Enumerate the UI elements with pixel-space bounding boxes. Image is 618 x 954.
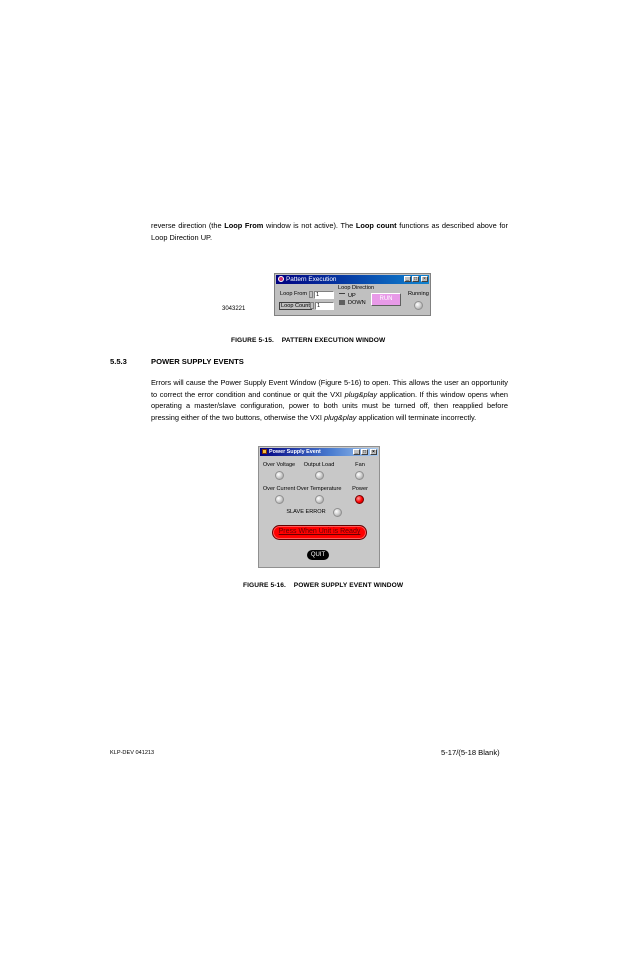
output-load-label: Output Load (303, 462, 335, 468)
power-supply-event-window (258, 446, 380, 568)
over-current-led (275, 495, 284, 504)
loop-count-spinner[interactable] (310, 302, 314, 309)
maximize-button[interactable]: □ (413, 276, 418, 282)
app-icon (278, 276, 284, 282)
footer-page-number: 5-17/(5-18 Blank) (441, 748, 500, 757)
close-button[interactable]: × (370, 449, 377, 455)
pattern-execution-window (274, 273, 431, 316)
section-title: POWER SUPPLY EVENTS (151, 357, 244, 366)
minimize-button[interactable]: _ (404, 276, 411, 282)
power-supply-titlebar (260, 448, 378, 456)
running-led (414, 301, 423, 310)
bold-loop-count: Loop count (355, 221, 397, 230)
loop-up-indicator[interactable] (339, 293, 345, 298)
over-voltage-led (275, 471, 284, 480)
loop-direction-label: Loop Direction (338, 285, 375, 291)
slave-error-label: SLAVE ERROR (286, 509, 326, 515)
bold-loop-from: Loop From (224, 221, 264, 230)
slave-error-led (333, 508, 342, 517)
section-number: 5.5.3 (110, 357, 127, 366)
loop-down-indicator[interactable] (339, 300, 345, 305)
loop-count-input[interactable]: 1 (315, 302, 334, 310)
pattern-execution-titlebar (276, 275, 429, 284)
app-icon (262, 449, 267, 454)
over-current-label: Over Current (262, 486, 296, 492)
loop-count-label: Loop Count (281, 303, 310, 309)
run-button[interactable]: RUN (371, 293, 401, 306)
power-led (355, 495, 364, 504)
fan-led (355, 471, 364, 480)
power-label: Power (352, 486, 368, 492)
figure-id-label: 3043221 (222, 306, 246, 312)
figure-5-16-caption: FIGURE 5-16. POWER SUPPLY EVENT WINDOW (243, 582, 404, 589)
loop-from-input[interactable]: 1 (314, 291, 334, 299)
figure-5-15-caption: FIGURE 5-15. PATTERN EXECUTION WINDOW (231, 337, 386, 344)
over-temperature-led (315, 495, 324, 504)
power-supply-title: Power Supply Event (269, 449, 321, 455)
press-when-ready-button[interactable]: Press When Unit is Ready (272, 525, 367, 540)
loop-down-label: DOWN (348, 300, 366, 306)
loop-up-label: UP (348, 293, 356, 299)
loop-from-label: Loop From (280, 291, 308, 297)
over-voltage-label: Over Voltage (262, 462, 296, 468)
over-temperature-label: Over Temperature (296, 486, 342, 492)
maximize-button[interactable]: □ (362, 449, 367, 455)
output-load-led (315, 471, 324, 480)
paragraph-power-supply-events: Errors will cause the Power Supply Event Window (Figure 5-16) to open. This allows the user an opportunity to correct the error condition and continue or quit the VXI plug&play application. If this window opens when operating a master/slave configuration, power to both units must be turned off, then reapplied before pressing either of the two buttons, otherwise the VXI plug&play application will terminate incorrectly. (151, 378, 508, 422)
quit-button[interactable]: QUIT (307, 550, 329, 560)
paragraph-loop-direction: reverse direction (the Loop From window is not active). The Loop count functions as described above for Loop Direction UP. (151, 221, 508, 242)
loop-from-spinner[interactable] (309, 291, 313, 298)
minimize-button[interactable]: _ (353, 449, 360, 455)
running-label: Running (408, 291, 429, 297)
close-button[interactable]: × (421, 276, 428, 282)
footer-document-id: KLP-DEV 041213 (110, 750, 155, 756)
fan-label: Fan (355, 462, 365, 468)
pattern-execution-title: Pattern Execution (286, 276, 337, 283)
